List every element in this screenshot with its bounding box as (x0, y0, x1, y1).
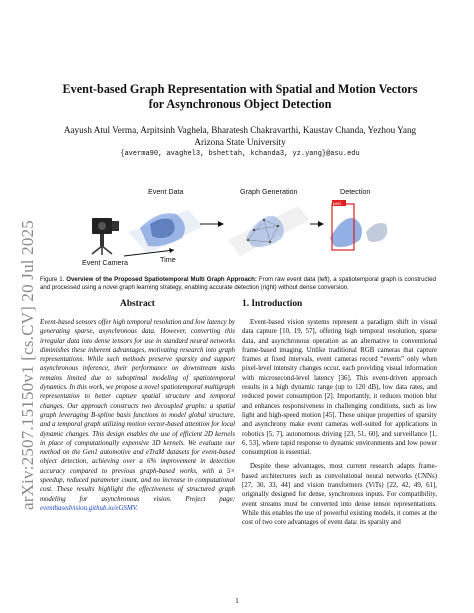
intro-paragraph-2: Despite these advantages, most current research adapts frame-based architectures such as convolutional neural networks (CNNs) [27, 30, 33, 44] and vision transformers (ViTs) [22, 42, 49, 61], originally designed for dense, synchronous inputs. For compatibility, event streams must be converted into dense tensor representations. While this enables the use of powerful existing models, it comes at the cost of two core advantages of event data: its sparsity and (242, 463, 437, 527)
abstract-body (40, 318, 235, 513)
event-camera-icon (92, 218, 119, 255)
caption-title: Overview of the Proposed Spatiotemporal Multi Graph Approach: (66, 276, 257, 283)
project-page-link[interactable]: eventbasedvision.github.io/eGSMV. (40, 504, 138, 512)
detection-class-label: ped (333, 201, 341, 206)
figure-1-graphic (78, 180, 396, 270)
right-column (242, 298, 437, 528)
figure-1 (78, 180, 396, 270)
caption-label: Figure 1. (40, 276, 65, 283)
detection-label: Detection (340, 187, 371, 196)
abstract-text: Event-based sensors offer high temporal resolution and low latency by generating sparse, asynchronous data. However, converting this irregular data into dense tensors for use in standard neural networks diminishes these inherent advantages, motivating research into graph representations. While such methods preserve sparsity and support asynchronous inference, their performance on downstream tasks remains limited due to suboptimal modeling of spatiotemporal dynamics. In this work, we propose a novel spatiotemporal multigraph representation to better capture spatial structure and temporal changes. Our approach constructs two decoupled graphs: a spatial graph leveraging B-spline basis functions to model global structure, and a temporal graph utilizing motion vector-based attention for local dynamic changes. This design enables the use of efficient 2D kernels in place of computationally expensive 3D kernels. We evaluate our method on the Gen1 automotive and eTraM datasets for event-based object detection, achieving over a 6% improvement in detection accuracy compared to previous graph-based works, with a 5× speedup, reduced parameter count, and no increase in computational cost. These results highlight the effectiveness of structured graph modeling for asynchronous vision. Project page: (40, 319, 235, 503)
event-camera-label: Event Camera (82, 258, 128, 267)
author-emails: {averma90, avaghel3, bshettah, kchanda3, yz.yang}@asu.edu (120, 150, 360, 158)
title-line-2: for Asynchronous Object Detection (148, 97, 332, 111)
detection-output (330, 200, 387, 250)
affiliation: Arizona State University (194, 137, 286, 147)
time-label: Time (160, 255, 176, 264)
arxiv-watermark (2, 150, 37, 510)
caption-text: From raw event data (left), a spatiotemporal graph is constructed and processed using a novel graph learning strategy, enabling accurate detection (right) without dense conversion. (40, 276, 436, 292)
arrow-to-detection-icon (310, 221, 324, 227)
figure-1-caption (40, 276, 436, 293)
left-column (40, 298, 235, 513)
author-list: Aayush Atul Verma, Arpitsinh Vaghela, Bharatesh Chakravarthi, Kaustav Chanda, Yezhou Yang (63, 125, 417, 135)
event-data-cloud (128, 210, 203, 254)
paper-title (60, 82, 420, 112)
introduction-heading: 1. Introduction (242, 299, 303, 309)
arrow-to-graph-icon (200, 221, 224, 227)
intro-paragraph-1: Event-based vision systems represent a paradigm shift in visual data capture [10, 19, 57], offering high temporal resolution, sparse data, and asynchronous operation as an alternative to conventional frame-based imaging. Unlike traditional RGB cameras that capture frames at fixed intervals, event cameras record “events” only when pixel-level intensity changes occur, each providing visual information with microsecond-level latency [36]. This event-driven approach results in a high dynamic range (up to 120 dB), low data rates, and reduced power consumption [2]. Importantly, it reduces motion blur and enhances responsiveness in challenging conditions, such as low light and high-speed motion [45]. These unique properties of sparsity and asynchrony make event cameras well-suited for applications in robotics [5, 7], autonomous driving [23, 51, 60], and surveillance [1, 6, 53], where rapid response to dynamic environments and low power consumption is essential. (242, 319, 437, 457)
page-number: 1 (235, 596, 239, 605)
event-data-label: Event Data (148, 187, 184, 196)
title-line-1: Event-based Graph Representation with Spatial and Motion Vectors (62, 82, 418, 96)
abstract-heading: Abstract (120, 299, 155, 309)
arxiv-id: arXiv:2507.15150v1 [cs.CV] 20 Jul 2025 (18, 220, 37, 510)
graph-generation-label: Graph Generation (240, 187, 298, 196)
graph-network (228, 206, 310, 256)
